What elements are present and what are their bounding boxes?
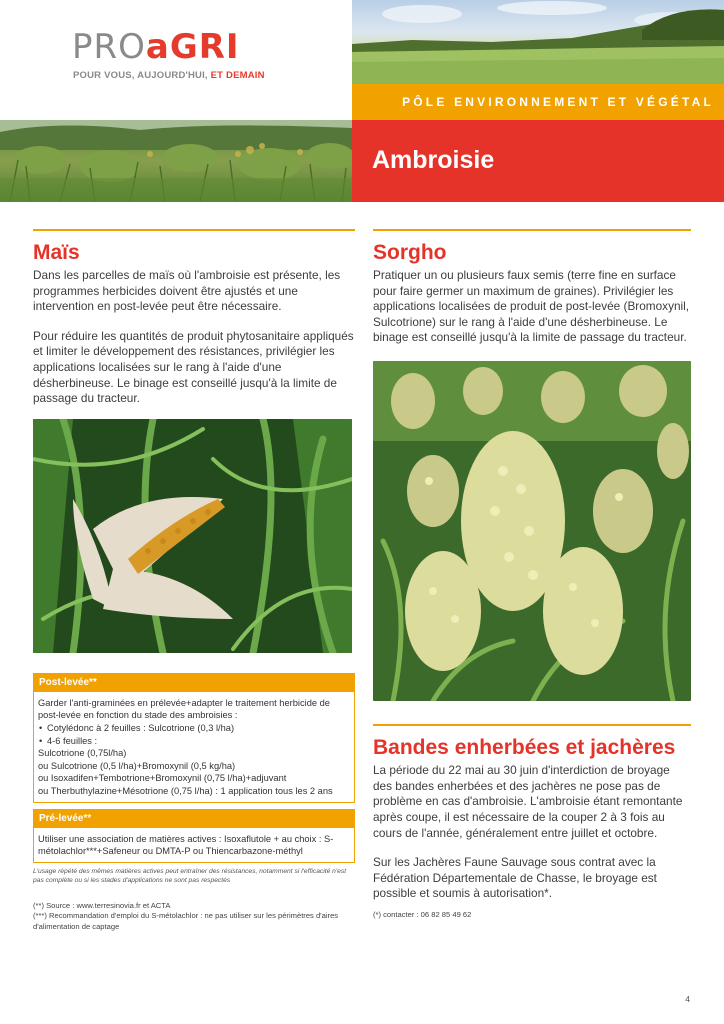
- title-band: [352, 120, 724, 202]
- pre-levee-body: Utiliser une association de matières actives : Isoxaflutole + au choix : S-métolachlor***+Safeneur ou DMTA-P ou Thiencarbazone-méthyl: [38, 833, 334, 857]
- pre-levee-heading: Pré-levée**: [34, 810, 354, 828]
- post-levee-box: [33, 673, 355, 803]
- sorgho-paragraph: Pratiquer un ou plusieurs faux semis (terre fine en surface pour faire germer un maximum de graines). Privilégier les applications localisées de produit de post-levée (Bromoxynil, Sulcotrione) sur le rang à l'aide d'une désherbineuse. Le binage est conseillé jusqu'à la limite de passage du tracteur.: [373, 268, 690, 345]
- logo-pro: PRO: [72, 27, 146, 67]
- section-title-sorgho: Sorgho: [373, 241, 447, 264]
- post-levee-heading: Post-levée**: [34, 674, 354, 692]
- page-number: 4: [685, 994, 690, 1004]
- bandes-paragraph-2: Sur les Jachères Faune Sauvage sous contrat avec la Fédération Départementale de Chasse, le broyage est possible et soumis à autorisation*.: [373, 855, 657, 901]
- contact-note: (*) contacter : 06 82 85 49 62: [373, 909, 472, 919]
- right-column: [373, 229, 691, 919]
- ambroisie-field-photo: [0, 120, 352, 202]
- post-levee-intro: Garder l'anti-graminées en prélevée+adapter le traitement herbicide de post-levée en fonction du stade des ambroisies :: [38, 697, 330, 721]
- post-levee-line-2: ou Sulcotrione (0,5 l/ha)+Bromoxynil (0,5 kg/ha): [38, 760, 236, 771]
- section-title-mais: Maïs: [33, 241, 80, 264]
- post-levee-line-3: ou Isoxadifen+Tembotrione+Bromoxynil (0,75 l/ha)+adjuvant: [38, 773, 287, 784]
- section-divider: [373, 229, 691, 231]
- landscape-photo: [352, 0, 724, 84]
- post-levee-bullet-1: • Cotylédonc à 2 feuilles : Sulcotrione (0,3 l/ha): [38, 722, 350, 735]
- mais-paragraph-2: Pour réduire les quantités de produit phytosanitaire appliqués et limiter le développement des résistances, privilégier les applications localisées sur le rang à l'aide d'une désherbineuse. Le binage est conseillé jusqu'à la limite de passage du tracteur.: [33, 328, 354, 406]
- footnote-2: (***) Recommandation d'emploi du S-métolachlor : ne pas utiliser sur les périmètres d'aires d'alimentation de captage: [33, 911, 339, 931]
- pole-band: [352, 84, 724, 120]
- page-title: Ambroisie: [372, 146, 495, 174]
- post-levee-bullet-2: • 4-6 feuilles :: [38, 735, 350, 748]
- logo-tagline: [73, 70, 265, 81]
- logo-area: [0, 0, 352, 120]
- post-levee-line-1: Sulcotrione (0,75l/ha): [38, 748, 127, 759]
- tagline-main: POUR VOUS, AUJOURD'HUI,: [73, 70, 208, 81]
- pre-levee-box: [33, 809, 355, 863]
- sorghum-photo: [373, 361, 691, 701]
- footnotes: [33, 901, 355, 933]
- section-divider: [33, 229, 355, 231]
- section-title-bandes: Bandes enherbées et jachères: [373, 736, 676, 760]
- footnote-1: (**) Source : www.terresinovia.fr et ACTA: [33, 900, 171, 910]
- post-levee-bullets: [38, 722, 350, 747]
- corn-photo: [33, 419, 352, 653]
- logo-agri: aGRI: [145, 27, 240, 67]
- mais-paragraph-1: Dans les parcelles de maïs où l'ambroisie est présente, les programmes herbicides doivent être ajustés et une intervention en post-levée peut être nécessaire.: [33, 268, 341, 314]
- pole-label: PÔLE ENVIRONNEMENT ET VÉGÉTAL: [402, 95, 714, 109]
- tagline-accent: ET DEMAIN: [210, 70, 265, 81]
- bandes-paragraph-1: La période du 22 mai au 30 juin d'interdiction de broyage des bandes enherbées et des jachères ne pose pas de problème en cas d'ambroisie. L'ambroisie étant remontante après coupe, il est nécessaire de la couper 2 à 3 fois au cours de l'année, généralement entre juillet et octobre.: [373, 763, 683, 840]
- left-column: [33, 229, 355, 932]
- section-divider: [373, 724, 691, 726]
- post-levee-line-4: ou Therbuthylazine+Mésotrione (0,75 l/ha) : 1 application tous les 2 ans: [38, 786, 333, 796]
- post-levee-body: [34, 692, 354, 802]
- proagri-logo: [72, 27, 240, 67]
- resistance-note: L'usage répété des mêmes matières actives peut entraîner des résistances, notamment si l'efficacité n'est pas complète ou si les stades d'applications ne sont pas respectés: [33, 867, 347, 884]
